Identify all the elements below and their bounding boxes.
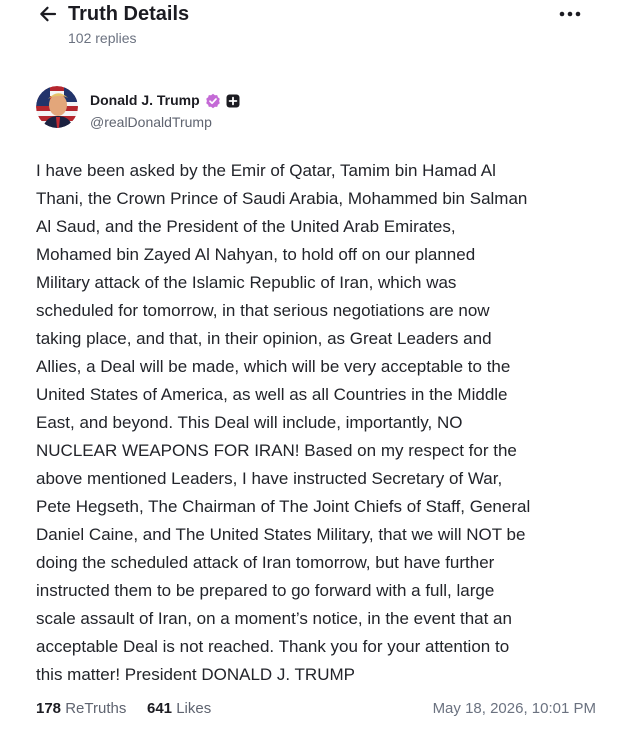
likes-stat[interactable]: [147, 697, 211, 721]
retruths-label: ReTruths: [65, 700, 127, 717]
likes-count: 641: [147, 700, 173, 717]
page-title: Truth Details: [68, 3, 190, 25]
avatar[interactable]: [36, 86, 78, 128]
header: [0, 0, 633, 60]
back-button[interactable]: [36, 2, 60, 26]
post-footer: [36, 697, 596, 721]
plus-badge-icon: [226, 94, 240, 108]
author-name-row: [90, 92, 240, 109]
author-handle[interactable]: @realDonaldTrump: [90, 114, 212, 130]
more-horizontal-icon: [559, 11, 581, 17]
avatar-image-icon: [36, 86, 78, 128]
more-options-button[interactable]: [556, 4, 584, 24]
post-body-text: I have been asked by the Emir of Qatar, Tamim bin Hamad Al Thani, the Crown Prince of Saudi Arabia, Mohammed bin Salman Al Saud, and the President of the United Arab Emirates, Mohamed bin Zayed Al Nahyan, to hold off on our planned Military attack of the Islamic Republic of Iran, which was scheduled for tomorrow, in that serious negotiations are now taking place, and that, in their opinion, as Great Leaders and Allies, a Deal will be made, which will be very acceptable to the United States of America, as well as all Countries in the Middle East, and beyond. This Deal will include, importantly, NO NUCLEAR WEAPONS FOR IRAN! Based on my respect for the above mentioned Leaders, I have instructed Secretary of War, Pete Hegseth, The Chairman of The Joint Chiefs of Staff, General Daniel Caine, and The United States Military, that we will NOT be doing the scheduled attack of Iran tomorrow, but have further instructed them to be prepared to go forward with a full, large scale assault of Iran, on a moment’s notice, in the event that an acceptable Deal is not reached. Thank you for your attention to this matter! President DONALD J. TRUMP: [36, 161, 531, 684]
likes-label: Likes: [176, 700, 212, 717]
retruths-count: 178: [36, 700, 62, 717]
arrow-left-icon: [38, 4, 58, 24]
post-timestamp: May 18, 2026, 10:01 PM: [432, 700, 596, 717]
author-block: [36, 86, 596, 134]
replies-count: 102 replies: [68, 30, 137, 46]
retruths-stat[interactable]: [36, 697, 126, 721]
verified-badge-icon: [205, 93, 221, 109]
author-name[interactable]: Donald J. Trump: [90, 92, 200, 108]
